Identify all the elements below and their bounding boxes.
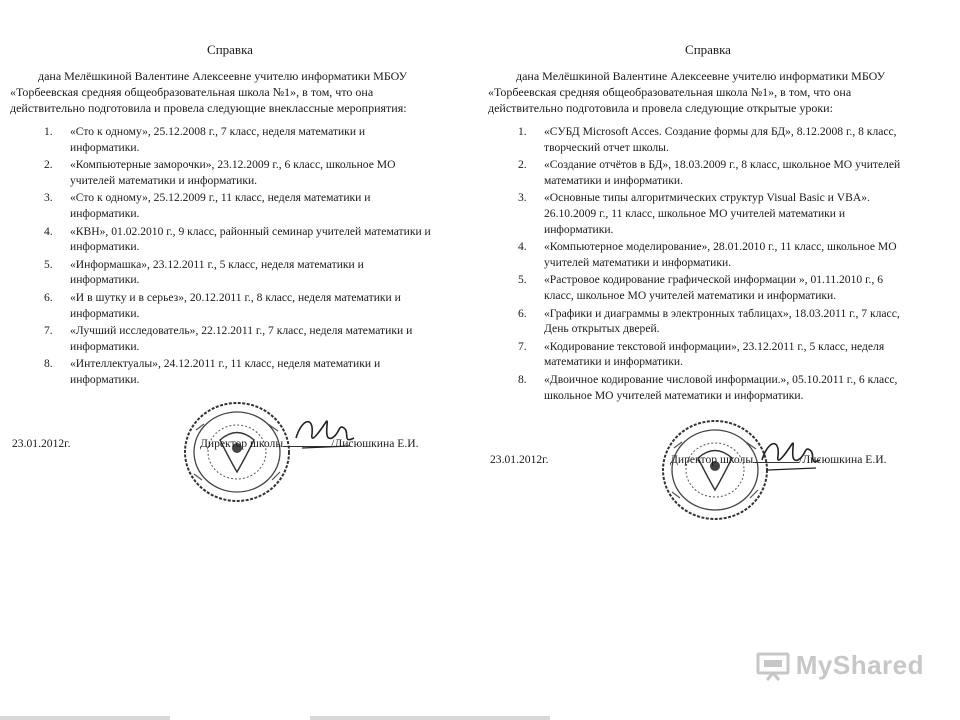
list-item: 8. «Интеллектуалы», 24.12.2011 г., 11 класс, неделя математики и информатики. <box>44 357 381 386</box>
list-item: 4. «КВН», 01.02.2010 г., 9 класс, районный семинар учителей математики и информатики. <box>44 224 431 254</box>
document-date: 23.01.2012г. <box>12 437 71 450</box>
list-item: 5. «Растровое кодирование графической информации », 01.11.2010 г., 6 класс, школьное МО учителей математики и информатики. <box>518 273 884 302</box>
list-item: 1. «Сто к одному», 25.12.2008 г., 7 класс, неделя математики и информатики. <box>44 125 366 154</box>
list-item: 5. «Информашка», 23.12.2011 г., 5 класс, неделя математики и информатики. <box>44 257 364 287</box>
presentation-screen-icon <box>756 651 790 681</box>
events-list <box>44 124 456 390</box>
scan-edge-noise <box>0 716 170 720</box>
signer-name: /Лисюшкина Е.И. <box>799 453 887 466</box>
handwritten-signature-icon <box>292 408 362 458</box>
certificate-right <box>488 0 943 600</box>
intro-line: дана Мелёшкиной Валентине Алексеевне учителю информатики МБОУ <box>38 69 408 83</box>
signer-name: /Лисюшкина Е.И. <box>331 437 419 450</box>
watermark-text: MyShared <box>795 650 924 680</box>
watermark <box>756 650 924 681</box>
list-item: 2. «Создание отчётов в БД», 18.03.2009 г., 8 класс, школьное МО учителей математики и информатики. <box>518 158 901 187</box>
lessons-list <box>518 124 938 405</box>
list-item: 3. «Сто к одному», 25.12.2009 г., 11 класс, неделя математики и информатики. <box>44 191 371 220</box>
list-item: 6. «Графики и диаграммы в электронных таблицах», 18.03.2011 г., 7 класс, День открытых дверей. <box>518 306 900 336</box>
list-item: 3. «Основные типы алгоритмических структур Visual Basic и VBA». 26.10.2009 г., 11 класс, школьное МО учителей математики и информатики. <box>518 191 870 236</box>
signer-title: Директор школы <box>200 437 284 450</box>
intro-line: действительно подготовила и провела следующие внеклассные мероприятия: <box>10 101 407 115</box>
list-item: 4. «Компьютерное моделирование», 28.01.2010 г., 11 класс, школьное МО учителей математики и информатики. <box>518 240 897 269</box>
intro-paragraph <box>10 68 455 116</box>
intro-line: «Торбеевская средняя общеобразовательная школа №1», в том, что она <box>488 85 852 99</box>
signer-title: Директор школы <box>670 453 754 466</box>
intro-paragraph <box>488 68 933 116</box>
scan-edge-noise <box>310 716 550 720</box>
certificate-left <box>10 0 465 600</box>
list-item: 8. «Двоичное кодирование числовой информации.», 05.10.2011 г., 6 класс, школьное МО учителей математики и информатики. <box>518 372 898 402</box>
intro-line: действительно подготовила и провела следующие открытые уроки: <box>488 101 833 115</box>
list-item: 7. «Лучший исследователь», 22.12.2011 г., 7 класс, неделя математики и информатики. <box>44 324 413 353</box>
intro-line: дана Мелёшкиной Валентине Алексеевне учителю информатики МБОУ <box>516 69 886 83</box>
document-date: 23.01.2012г. <box>490 453 549 466</box>
official-stamp-icon <box>182 400 292 504</box>
handwritten-signature-icon <box>758 430 828 480</box>
document-title: Справка <box>207 42 253 57</box>
list-item: 7. «Кодирование текстовой информации», 23.12.2011 г., 5 класс, неделя математики и информатики. <box>518 339 885 369</box>
list-item: 6. «И в шутку и в серьез», 20.12.2011 г., 8 класс, неделя математики и информатики. <box>44 290 401 320</box>
document-title: Справка <box>685 42 731 57</box>
official-stamp-icon <box>660 418 770 522</box>
list-item: 2. «Компьютерные заморочки», 23.12.2009 г., 6 класс, школьное МО учителей математики и информатики. <box>44 158 396 187</box>
intro-line: «Торбеевская средняя общеобразовательная школа №1», в том, что она <box>10 85 374 99</box>
list-item: 1. «СУБД Microsoft Acces. Создание формы для БД», 8.12.2008 г., 8 класс, творческий отчет школы. <box>518 125 897 154</box>
